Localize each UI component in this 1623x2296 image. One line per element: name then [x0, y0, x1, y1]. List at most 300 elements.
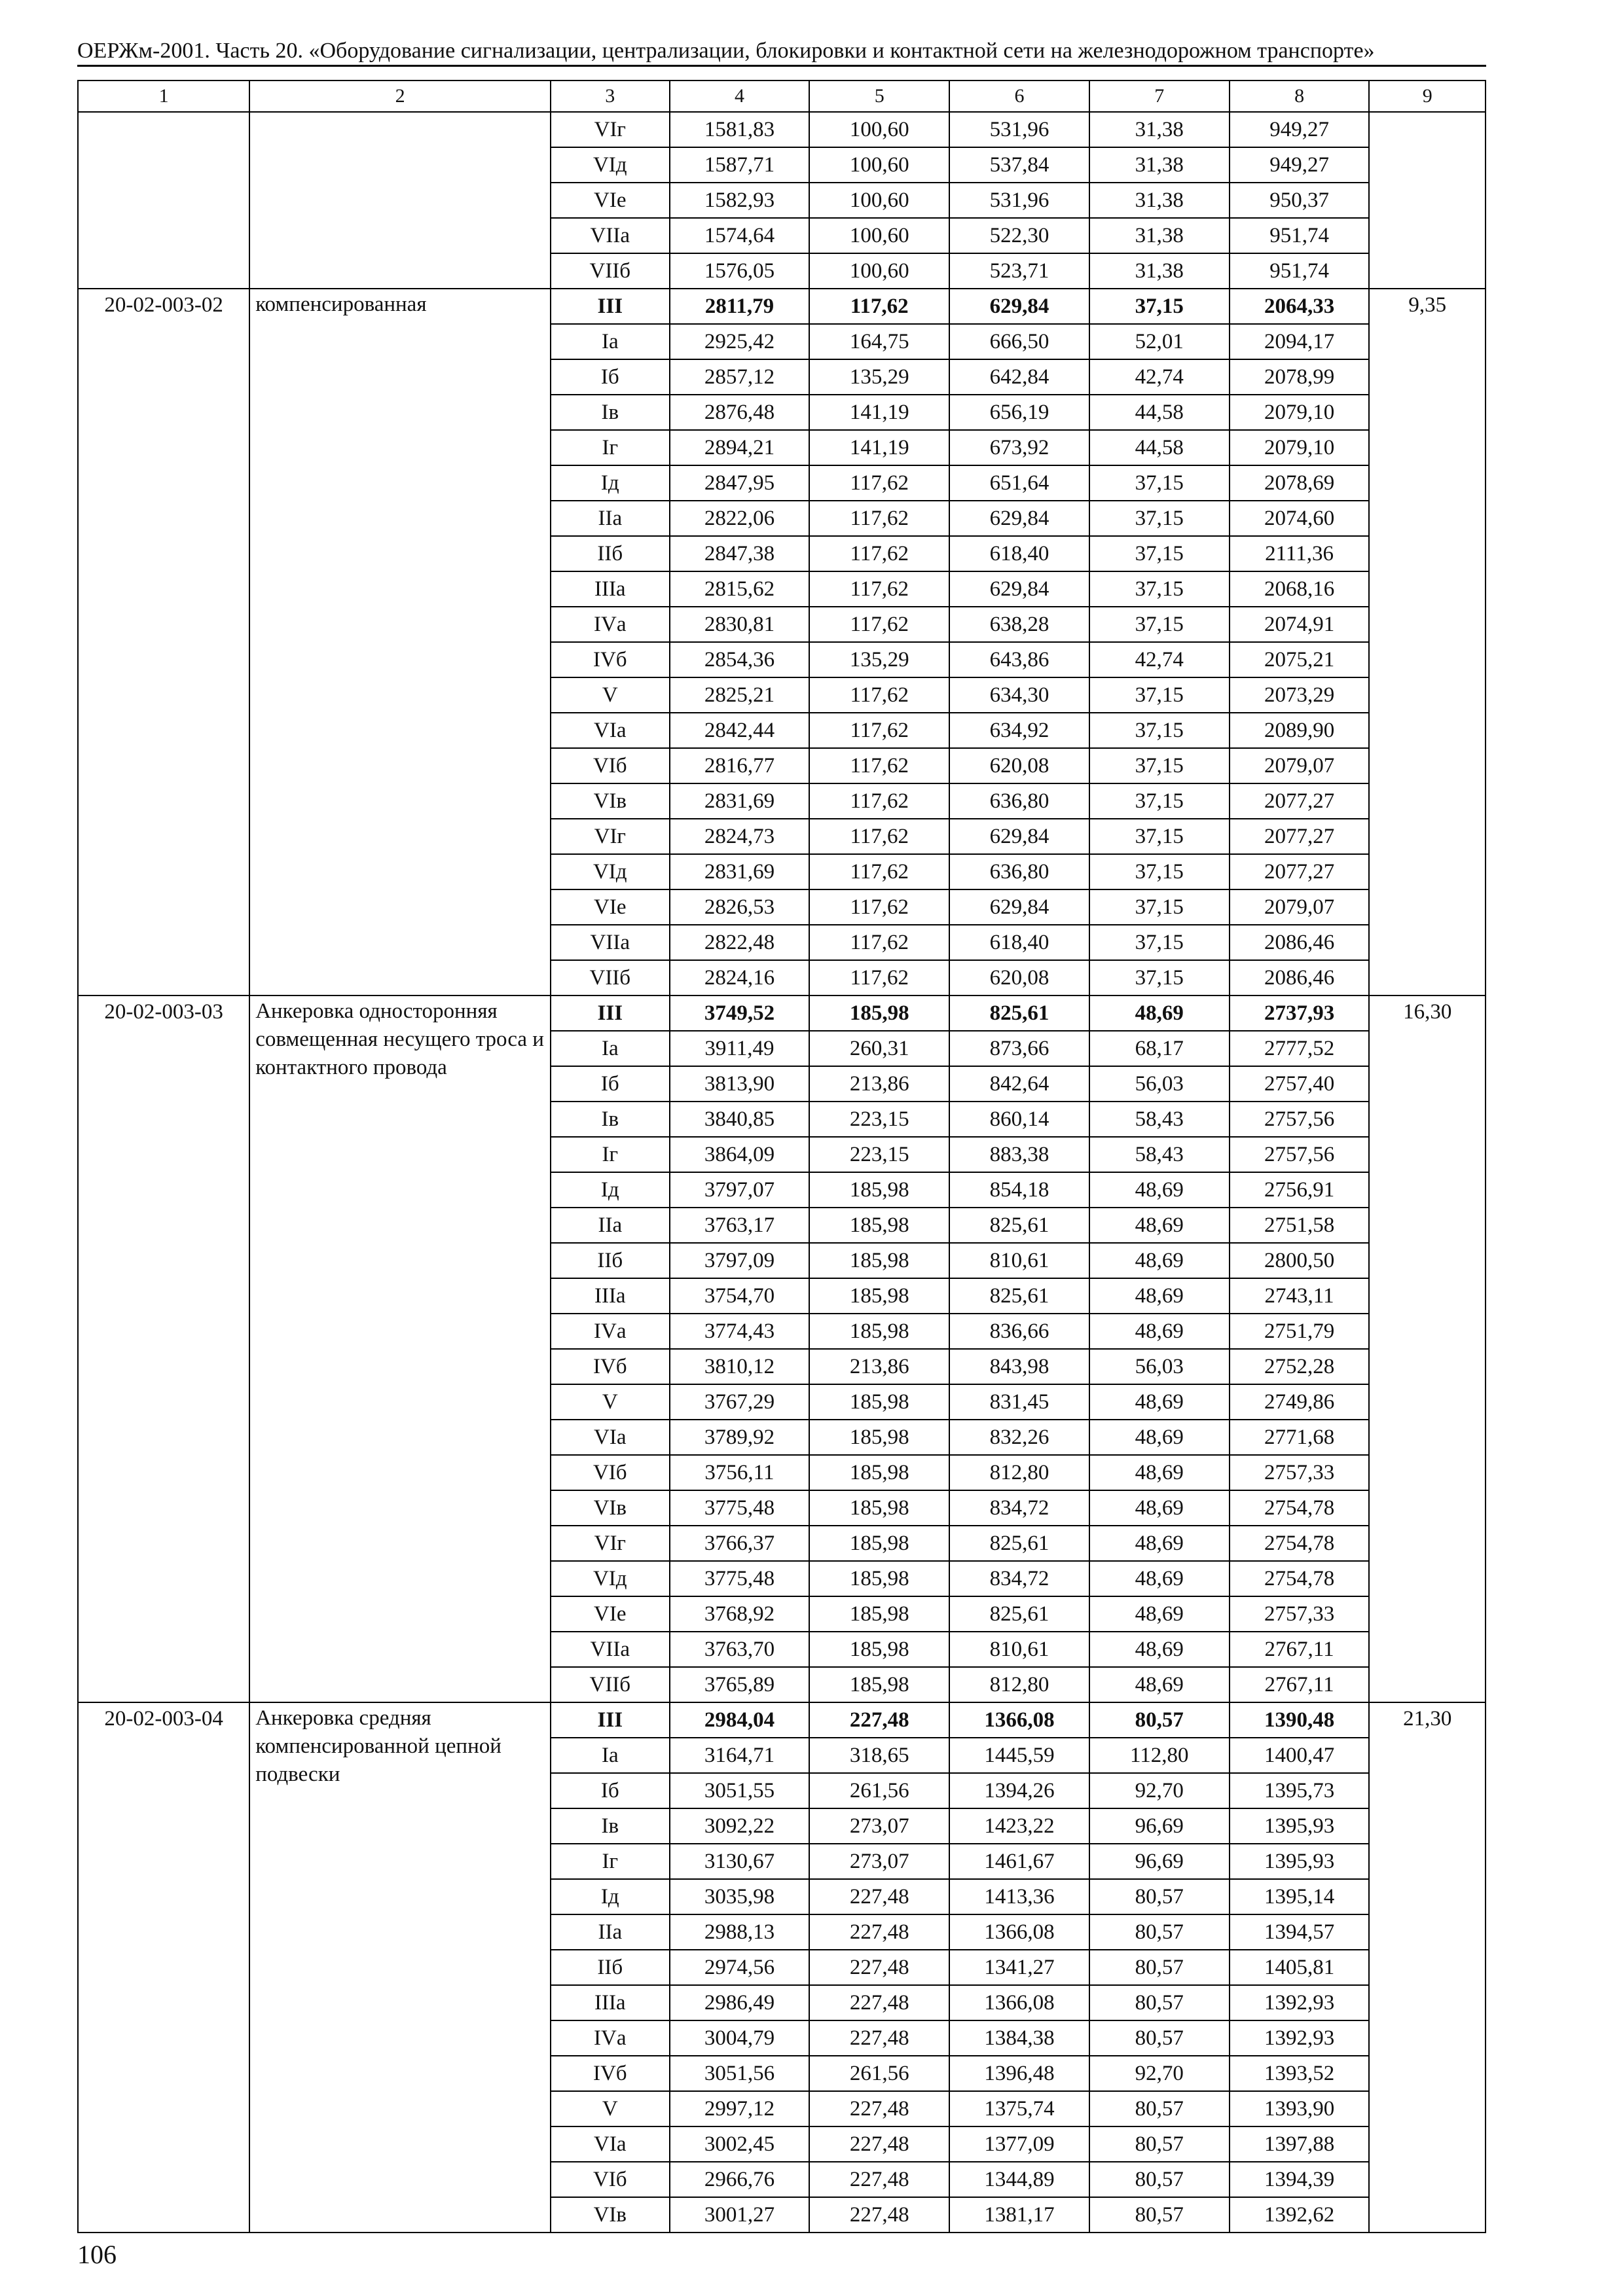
machine-cost-cell: 1461,67 — [949, 1844, 1089, 1879]
variant-cell: VIг — [551, 112, 670, 147]
machine-cost-cell: 1344,89 — [949, 2162, 1089, 2197]
materials-cost-cell: 2079,10 — [1230, 430, 1370, 465]
operator-wage-cell: 92,70 — [1089, 2056, 1230, 2091]
total-cost-cell: 3775,48 — [670, 1490, 810, 1526]
machine-cost-cell: 1381,17 — [949, 2197, 1089, 2233]
operator-wage-cell: 37,15 — [1089, 465, 1230, 501]
materials-cost-cell: 951,74 — [1230, 253, 1370, 289]
table-row — [78, 289, 1486, 324]
total-cost-cell: 1576,05 — [670, 253, 810, 289]
machine-cost-cell: 1377,09 — [949, 2126, 1089, 2162]
materials-cost-cell: 2077,27 — [1230, 783, 1370, 819]
work-name-cell: Анкеровка средняя компенсированной цепной подвески — [249, 1702, 551, 2233]
materials-cost-cell: 2757,40 — [1230, 1066, 1370, 1102]
operator-wage-cell: 44,58 — [1089, 395, 1230, 430]
operator-wage-cell: 37,15 — [1089, 677, 1230, 713]
machine-cost-cell: 629,84 — [949, 819, 1089, 854]
column-number: 3 — [551, 81, 670, 112]
materials-cost-cell: 1394,57 — [1230, 1914, 1370, 1950]
operator-wage-cell: 80,57 — [1089, 2091, 1230, 2126]
total-cost-cell: 2876,48 — [670, 395, 810, 430]
labor-wage-cell: 227,48 — [809, 1702, 949, 1738]
variant-cell: VIIа — [551, 925, 670, 960]
machine-cost-cell: 883,38 — [949, 1137, 1089, 1172]
labor-wage-cell: 141,19 — [809, 430, 949, 465]
variant-cell: VIа — [551, 1420, 670, 1455]
materials-cost-cell: 2079,07 — [1230, 748, 1370, 783]
operator-wage-cell: 42,74 — [1089, 359, 1230, 395]
total-cost-cell: 2822,48 — [670, 925, 810, 960]
machine-cost-cell: 673,92 — [949, 430, 1089, 465]
total-cost-cell: 2826,53 — [670, 889, 810, 925]
operator-wage-cell: 37,15 — [1089, 607, 1230, 642]
machine-cost-cell: 836,66 — [949, 1314, 1089, 1349]
variant-cell: III — [551, 289, 670, 324]
machine-cost-cell: 618,40 — [949, 925, 1089, 960]
labor-wage-cell: 261,56 — [809, 1773, 949, 1808]
machine-cost-cell: 1384,38 — [949, 2020, 1089, 2056]
operator-wage-cell: 48,69 — [1089, 1208, 1230, 1243]
labor-wage-cell: 185,98 — [809, 996, 949, 1031]
total-cost-cell: 3765,89 — [670, 1667, 810, 1702]
total-cost-cell: 2974,56 — [670, 1950, 810, 1985]
operator-wage-cell: 56,03 — [1089, 1066, 1230, 1102]
variant-cell: V — [551, 2091, 670, 2126]
machine-cost-cell: 666,50 — [949, 324, 1089, 359]
total-cost-cell: 2984,04 — [670, 1702, 810, 1738]
variant-cell: VIв — [551, 2197, 670, 2233]
machine-cost-cell: 834,72 — [949, 1561, 1089, 1596]
total-cost-cell: 3051,56 — [670, 2056, 810, 2091]
operator-wage-cell: 37,15 — [1089, 783, 1230, 819]
operator-wage-cell: 37,15 — [1089, 289, 1230, 324]
materials-cost-cell: 2771,68 — [1230, 1420, 1370, 1455]
labor-wage-cell: 273,07 — [809, 1844, 949, 1879]
machine-cost-cell: 531,96 — [949, 112, 1089, 147]
variant-cell: Iв — [551, 1808, 670, 1844]
variant-cell: Iб — [551, 1066, 670, 1102]
labor-wage-cell: 117,62 — [809, 960, 949, 996]
machine-cost-cell: 651,64 — [949, 465, 1089, 501]
rate-code-cell: 20-02-003-03 — [78, 996, 249, 1702]
operator-wage-cell: 37,15 — [1089, 854, 1230, 889]
machine-cost-cell: 812,80 — [949, 1455, 1089, 1490]
machine-cost-cell: 643,86 — [949, 642, 1089, 677]
total-cost-cell: 2842,44 — [670, 713, 810, 748]
total-cost-cell: 3035,98 — [670, 1879, 810, 1914]
variant-cell: VIб — [551, 2162, 670, 2197]
materials-cost-cell: 2073,29 — [1230, 677, 1370, 713]
variant-cell: IIа — [551, 1914, 670, 1950]
total-cost-cell: 3754,70 — [670, 1278, 810, 1314]
materials-cost-cell: 1392,62 — [1230, 2197, 1370, 2233]
variant-cell: Iд — [551, 1879, 670, 1914]
total-cost-cell: 1581,83 — [670, 112, 810, 147]
operator-wage-cell: 48,69 — [1089, 1632, 1230, 1667]
materials-cost-cell: 1397,88 — [1230, 2126, 1370, 2162]
labor-wage-cell: 227,48 — [809, 1879, 949, 1914]
labor-wage-cell: 185,98 — [809, 1667, 949, 1702]
labor-wage-cell: 185,98 — [809, 1314, 949, 1349]
rate-code-cell: 20-02-003-02 — [78, 289, 249, 996]
total-cost-cell: 2811,79 — [670, 289, 810, 324]
column-number: 1 — [78, 81, 249, 112]
variant-cell: Iб — [551, 1773, 670, 1808]
labor-wage-cell: 185,98 — [809, 1561, 949, 1596]
page-header: ОЕРЖм-2001. Часть 20. «Оборудование сигнализации, централизации, блокировки и контактной сети на железнодорожном транспорте» — [77, 38, 1486, 67]
table-row — [78, 996, 1486, 1031]
operator-wage-cell: 37,15 — [1089, 960, 1230, 996]
operator-wage-cell: 37,15 — [1089, 571, 1230, 607]
operator-wage-cell: 48,69 — [1089, 1172, 1230, 1208]
variant-cell: VIе — [551, 183, 670, 218]
total-cost-cell: 3130,67 — [670, 1844, 810, 1879]
operator-wage-cell: 58,43 — [1089, 1102, 1230, 1137]
materials-cost-cell: 2757,56 — [1230, 1137, 1370, 1172]
labor-wage-cell: 185,98 — [809, 1208, 949, 1243]
variant-cell: VIе — [551, 889, 670, 925]
variant-cell: Iг — [551, 1844, 670, 1879]
operator-wage-cell: 80,57 — [1089, 1914, 1230, 1950]
labor-wage-cell: 185,98 — [809, 1384, 949, 1420]
variant-cell: VIг — [551, 819, 670, 854]
materials-cost-cell: 2075,21 — [1230, 642, 1370, 677]
materials-cost-cell: 2086,46 — [1230, 925, 1370, 960]
operator-wage-cell: 44,58 — [1089, 430, 1230, 465]
machine-cost-cell: 531,96 — [949, 183, 1089, 218]
labor-wage-cell: 223,15 — [809, 1137, 949, 1172]
materials-cost-cell: 1405,81 — [1230, 1950, 1370, 1985]
labor-wage-cell: 260,31 — [809, 1031, 949, 1066]
variant-cell: VIд — [551, 1561, 670, 1596]
labor-wage-cell: 117,62 — [809, 783, 949, 819]
materials-cost-cell: 2752,28 — [1230, 1349, 1370, 1384]
labor-wage-cell: 135,29 — [809, 642, 949, 677]
materials-cost-cell: 2757,33 — [1230, 1455, 1370, 1490]
labor-wage-cell: 117,62 — [809, 889, 949, 925]
materials-cost-cell: 2074,60 — [1230, 501, 1370, 536]
total-cost-cell: 2824,73 — [670, 819, 810, 854]
machine-cost-cell: 618,40 — [949, 536, 1089, 571]
variant-cell: Iг — [551, 1137, 670, 1172]
labor-wage-cell: 185,98 — [809, 1455, 949, 1490]
table-row — [78, 1702, 1486, 1738]
labor-wage-cell: 227,48 — [809, 2126, 949, 2162]
variant-cell: VIIа — [551, 1632, 670, 1667]
table-body — [78, 81, 1486, 2233]
variant-cell: Iб — [551, 359, 670, 395]
total-cost-cell: 3766,37 — [670, 1526, 810, 1561]
machine-cost-cell: 860,14 — [949, 1102, 1089, 1137]
labor-hours-cell: 9,35 — [1369, 289, 1486, 996]
materials-cost-cell: 1395,93 — [1230, 1808, 1370, 1844]
total-cost-cell: 1582,93 — [670, 183, 810, 218]
labor-wage-cell: 117,62 — [809, 571, 949, 607]
operator-wage-cell: 96,69 — [1089, 1808, 1230, 1844]
machine-cost-cell: 825,61 — [949, 996, 1089, 1031]
variant-cell: Iв — [551, 1102, 670, 1137]
column-number-row — [78, 81, 1486, 112]
total-cost-cell: 3763,17 — [670, 1208, 810, 1243]
operator-wage-cell: 80,57 — [1089, 1879, 1230, 1914]
variant-cell: Iг — [551, 430, 670, 465]
labor-hours-cell — [1369, 112, 1486, 289]
machine-cost-cell: 1396,48 — [949, 2056, 1089, 2091]
operator-wage-cell: 80,57 — [1089, 2126, 1230, 2162]
machine-cost-cell: 634,30 — [949, 677, 1089, 713]
variant-cell: IVа — [551, 1314, 670, 1349]
total-cost-cell: 1574,64 — [670, 218, 810, 253]
machine-cost-cell: 842,64 — [949, 1066, 1089, 1102]
total-cost-cell: 3789,92 — [670, 1420, 810, 1455]
operator-wage-cell: 37,15 — [1089, 819, 1230, 854]
total-cost-cell: 3749,52 — [670, 996, 810, 1031]
materials-cost-cell: 1400,47 — [1230, 1738, 1370, 1773]
materials-cost-cell: 949,27 — [1230, 112, 1370, 147]
column-number: 7 — [1089, 81, 1230, 112]
operator-wage-cell: 31,38 — [1089, 112, 1230, 147]
materials-cost-cell: 951,74 — [1230, 218, 1370, 253]
variant-cell: V — [551, 1384, 670, 1420]
materials-cost-cell: 2077,27 — [1230, 819, 1370, 854]
labor-wage-cell: 213,86 — [809, 1066, 949, 1102]
variant-cell: VIг — [551, 1526, 670, 1561]
variant-cell: Iа — [551, 1738, 670, 1773]
machine-cost-cell: 1423,22 — [949, 1808, 1089, 1844]
machine-cost-cell: 523,71 — [949, 253, 1089, 289]
variant-cell: IVб — [551, 1349, 670, 1384]
labor-wage-cell: 261,56 — [809, 2056, 949, 2091]
variant-cell: VIв — [551, 1490, 670, 1526]
variant-cell: VIа — [551, 713, 670, 748]
total-cost-cell: 2830,81 — [670, 607, 810, 642]
machine-cost-cell: 854,18 — [949, 1172, 1089, 1208]
materials-cost-cell: 1395,14 — [1230, 1879, 1370, 1914]
machine-cost-cell: 1413,36 — [949, 1879, 1089, 1914]
total-cost-cell: 2997,12 — [670, 2091, 810, 2126]
total-cost-cell: 3767,29 — [670, 1384, 810, 1420]
labor-wage-cell: 117,62 — [809, 465, 949, 501]
variant-cell: VIб — [551, 1455, 670, 1490]
machine-cost-cell: 843,98 — [949, 1349, 1089, 1384]
operator-wage-cell: 96,69 — [1089, 1844, 1230, 1879]
materials-cost-cell: 2077,27 — [1230, 854, 1370, 889]
page-number: 106 — [77, 2240, 117, 2269]
total-cost-cell: 3911,49 — [670, 1031, 810, 1066]
total-cost-cell: 3002,45 — [670, 2126, 810, 2162]
materials-cost-cell: 2094,17 — [1230, 324, 1370, 359]
labor-wage-cell: 227,48 — [809, 2197, 949, 2233]
operator-wage-cell: 37,15 — [1089, 501, 1230, 536]
total-cost-cell: 3864,09 — [670, 1137, 810, 1172]
materials-cost-cell: 2111,36 — [1230, 536, 1370, 571]
materials-cost-cell: 2086,46 — [1230, 960, 1370, 996]
total-cost-cell: 2847,38 — [670, 536, 810, 571]
total-cost-cell: 3775,48 — [670, 1561, 810, 1596]
operator-wage-cell: 112,80 — [1089, 1738, 1230, 1773]
work-name-cell: компенсированная — [249, 289, 551, 996]
total-cost-cell: 1587,71 — [670, 147, 810, 183]
work-name-cell — [249, 112, 551, 289]
labor-wage-cell: 164,75 — [809, 324, 949, 359]
operator-wage-cell: 42,74 — [1089, 642, 1230, 677]
variant-cell: VIе — [551, 1596, 670, 1632]
variant-cell: VIб — [551, 748, 670, 783]
variant-cell: IVа — [551, 607, 670, 642]
variant-cell: IIа — [551, 501, 670, 536]
machine-cost-cell: 636,80 — [949, 783, 1089, 819]
machine-cost-cell: 1445,59 — [949, 1738, 1089, 1773]
operator-wage-cell: 31,38 — [1089, 253, 1230, 289]
labor-wage-cell: 273,07 — [809, 1808, 949, 1844]
materials-cost-cell: 2767,11 — [1230, 1632, 1370, 1667]
labor-wage-cell: 185,98 — [809, 1278, 949, 1314]
materials-cost-cell: 1395,73 — [1230, 1773, 1370, 1808]
machine-cost-cell: 629,84 — [949, 571, 1089, 607]
labor-wage-cell: 100,60 — [809, 112, 949, 147]
materials-cost-cell: 1392,93 — [1230, 1985, 1370, 2020]
variant-cell: VIIа — [551, 218, 670, 253]
rate-code-cell — [78, 112, 249, 289]
operator-wage-cell: 31,38 — [1089, 218, 1230, 253]
operator-wage-cell: 80,57 — [1089, 2162, 1230, 2197]
variant-cell: V — [551, 677, 670, 713]
table-row — [78, 112, 1486, 147]
materials-cost-cell: 2757,56 — [1230, 1102, 1370, 1137]
labor-wage-cell: 117,62 — [809, 607, 949, 642]
labor-wage-cell: 227,48 — [809, 2162, 949, 2197]
operator-wage-cell: 48,69 — [1089, 1526, 1230, 1561]
materials-cost-cell: 2074,91 — [1230, 607, 1370, 642]
labor-wage-cell: 227,48 — [809, 2020, 949, 2056]
labor-wage-cell: 185,98 — [809, 1632, 949, 1667]
materials-cost-cell: 1393,52 — [1230, 2056, 1370, 2091]
machine-cost-cell: 636,80 — [949, 854, 1089, 889]
total-cost-cell: 2857,12 — [670, 359, 810, 395]
variant-cell: IIIа — [551, 1985, 670, 2020]
column-number: 8 — [1230, 81, 1370, 112]
machine-cost-cell: 825,61 — [949, 1208, 1089, 1243]
labor-wage-cell: 185,98 — [809, 1243, 949, 1278]
machine-cost-cell: 1366,08 — [949, 1914, 1089, 1950]
labor-wage-cell: 227,48 — [809, 1950, 949, 1985]
labor-wage-cell: 117,62 — [809, 748, 949, 783]
operator-wage-cell: 37,15 — [1089, 713, 1230, 748]
total-cost-cell: 2816,77 — [670, 748, 810, 783]
labor-wage-cell: 117,62 — [809, 819, 949, 854]
machine-cost-cell: 873,66 — [949, 1031, 1089, 1066]
materials-cost-cell: 1393,90 — [1230, 2091, 1370, 2126]
operator-wage-cell: 48,69 — [1089, 1490, 1230, 1526]
labor-wage-cell: 223,15 — [809, 1102, 949, 1137]
total-cost-cell: 3051,55 — [670, 1773, 810, 1808]
variant-cell: Iд — [551, 465, 670, 501]
materials-cost-cell: 2064,33 — [1230, 289, 1370, 324]
machine-cost-cell: 812,80 — [949, 1667, 1089, 1702]
machine-cost-cell: 1366,08 — [949, 1985, 1089, 2020]
rates-table — [77, 80, 1486, 2233]
labor-wage-cell: 100,60 — [809, 253, 949, 289]
variant-cell: VIIб — [551, 253, 670, 289]
materials-cost-cell: 2777,52 — [1230, 1031, 1370, 1066]
labor-wage-cell: 100,60 — [809, 218, 949, 253]
total-cost-cell: 2815,62 — [670, 571, 810, 607]
labor-wage-cell: 185,98 — [809, 1420, 949, 1455]
total-cost-cell: 2822,06 — [670, 501, 810, 536]
materials-cost-cell: 2078,99 — [1230, 359, 1370, 395]
machine-cost-cell: 629,84 — [949, 889, 1089, 925]
labor-wage-cell: 141,19 — [809, 395, 949, 430]
total-cost-cell: 3774,43 — [670, 1314, 810, 1349]
total-cost-cell: 3810,12 — [670, 1349, 810, 1384]
labor-wage-cell: 227,48 — [809, 1914, 949, 1950]
machine-cost-cell: 1394,26 — [949, 1773, 1089, 1808]
machine-cost-cell: 834,72 — [949, 1490, 1089, 1526]
machine-cost-cell: 810,61 — [949, 1632, 1089, 1667]
materials-cost-cell: 2800,50 — [1230, 1243, 1370, 1278]
variant-cell: IIIа — [551, 1278, 670, 1314]
variant-cell: VIа — [551, 2126, 670, 2162]
labor-wage-cell: 185,98 — [809, 1172, 949, 1208]
materials-cost-cell: 2757,33 — [1230, 1596, 1370, 1632]
variant-cell: IVа — [551, 2020, 670, 2056]
labor-wage-cell: 227,48 — [809, 2091, 949, 2126]
total-cost-cell: 2988,13 — [670, 1914, 810, 1950]
operator-wage-cell: 37,15 — [1089, 889, 1230, 925]
variant-cell: IVб — [551, 642, 670, 677]
operator-wage-cell: 80,57 — [1089, 1985, 1230, 2020]
total-cost-cell: 3797,07 — [670, 1172, 810, 1208]
machine-cost-cell: 537,84 — [949, 147, 1089, 183]
rate-code-cell: 20-02-003-04 — [78, 1702, 249, 2233]
machine-cost-cell: 1366,08 — [949, 1702, 1089, 1738]
total-cost-cell: 2986,49 — [670, 1985, 810, 2020]
materials-cost-cell: 2767,11 — [1230, 1667, 1370, 1702]
labor-wage-cell: 185,98 — [809, 1490, 949, 1526]
machine-cost-cell: 825,61 — [949, 1278, 1089, 1314]
variant-cell: IIа — [551, 1208, 670, 1243]
labor-wage-cell: 227,48 — [809, 1985, 949, 2020]
total-cost-cell: 3756,11 — [670, 1455, 810, 1490]
labor-wage-cell: 117,62 — [809, 501, 949, 536]
variant-cell: IIб — [551, 536, 670, 571]
work-name-cell: Анкеровка односторонняя совмещенная несущего троса и контактного провода — [249, 996, 551, 1702]
operator-wage-cell: 80,57 — [1089, 2020, 1230, 2056]
labor-hours-cell: 16,30 — [1369, 996, 1486, 1702]
total-cost-cell: 3092,22 — [670, 1808, 810, 1844]
operator-wage-cell: 48,69 — [1089, 1455, 1230, 1490]
materials-cost-cell: 2751,79 — [1230, 1314, 1370, 1349]
operator-wage-cell: 48,69 — [1089, 1314, 1230, 1349]
materials-cost-cell: 2751,58 — [1230, 1208, 1370, 1243]
materials-cost-cell: 2089,90 — [1230, 713, 1370, 748]
materials-cost-cell: 2078,69 — [1230, 465, 1370, 501]
labor-wage-cell: 117,62 — [809, 677, 949, 713]
operator-wage-cell: 48,69 — [1089, 1561, 1230, 1596]
operator-wage-cell: 52,01 — [1089, 324, 1230, 359]
variant-cell: VIд — [551, 854, 670, 889]
operator-wage-cell: 48,69 — [1089, 1667, 1230, 1702]
total-cost-cell: 2966,76 — [670, 2162, 810, 2197]
machine-cost-cell: 634,92 — [949, 713, 1089, 748]
total-cost-cell: 3001,27 — [670, 2197, 810, 2233]
column-number: 2 — [249, 81, 551, 112]
total-cost-cell: 2824,16 — [670, 960, 810, 996]
total-cost-cell: 3768,92 — [670, 1596, 810, 1632]
materials-cost-cell: 2754,78 — [1230, 1526, 1370, 1561]
variant-cell: VIIб — [551, 960, 670, 996]
machine-cost-cell: 620,08 — [949, 748, 1089, 783]
